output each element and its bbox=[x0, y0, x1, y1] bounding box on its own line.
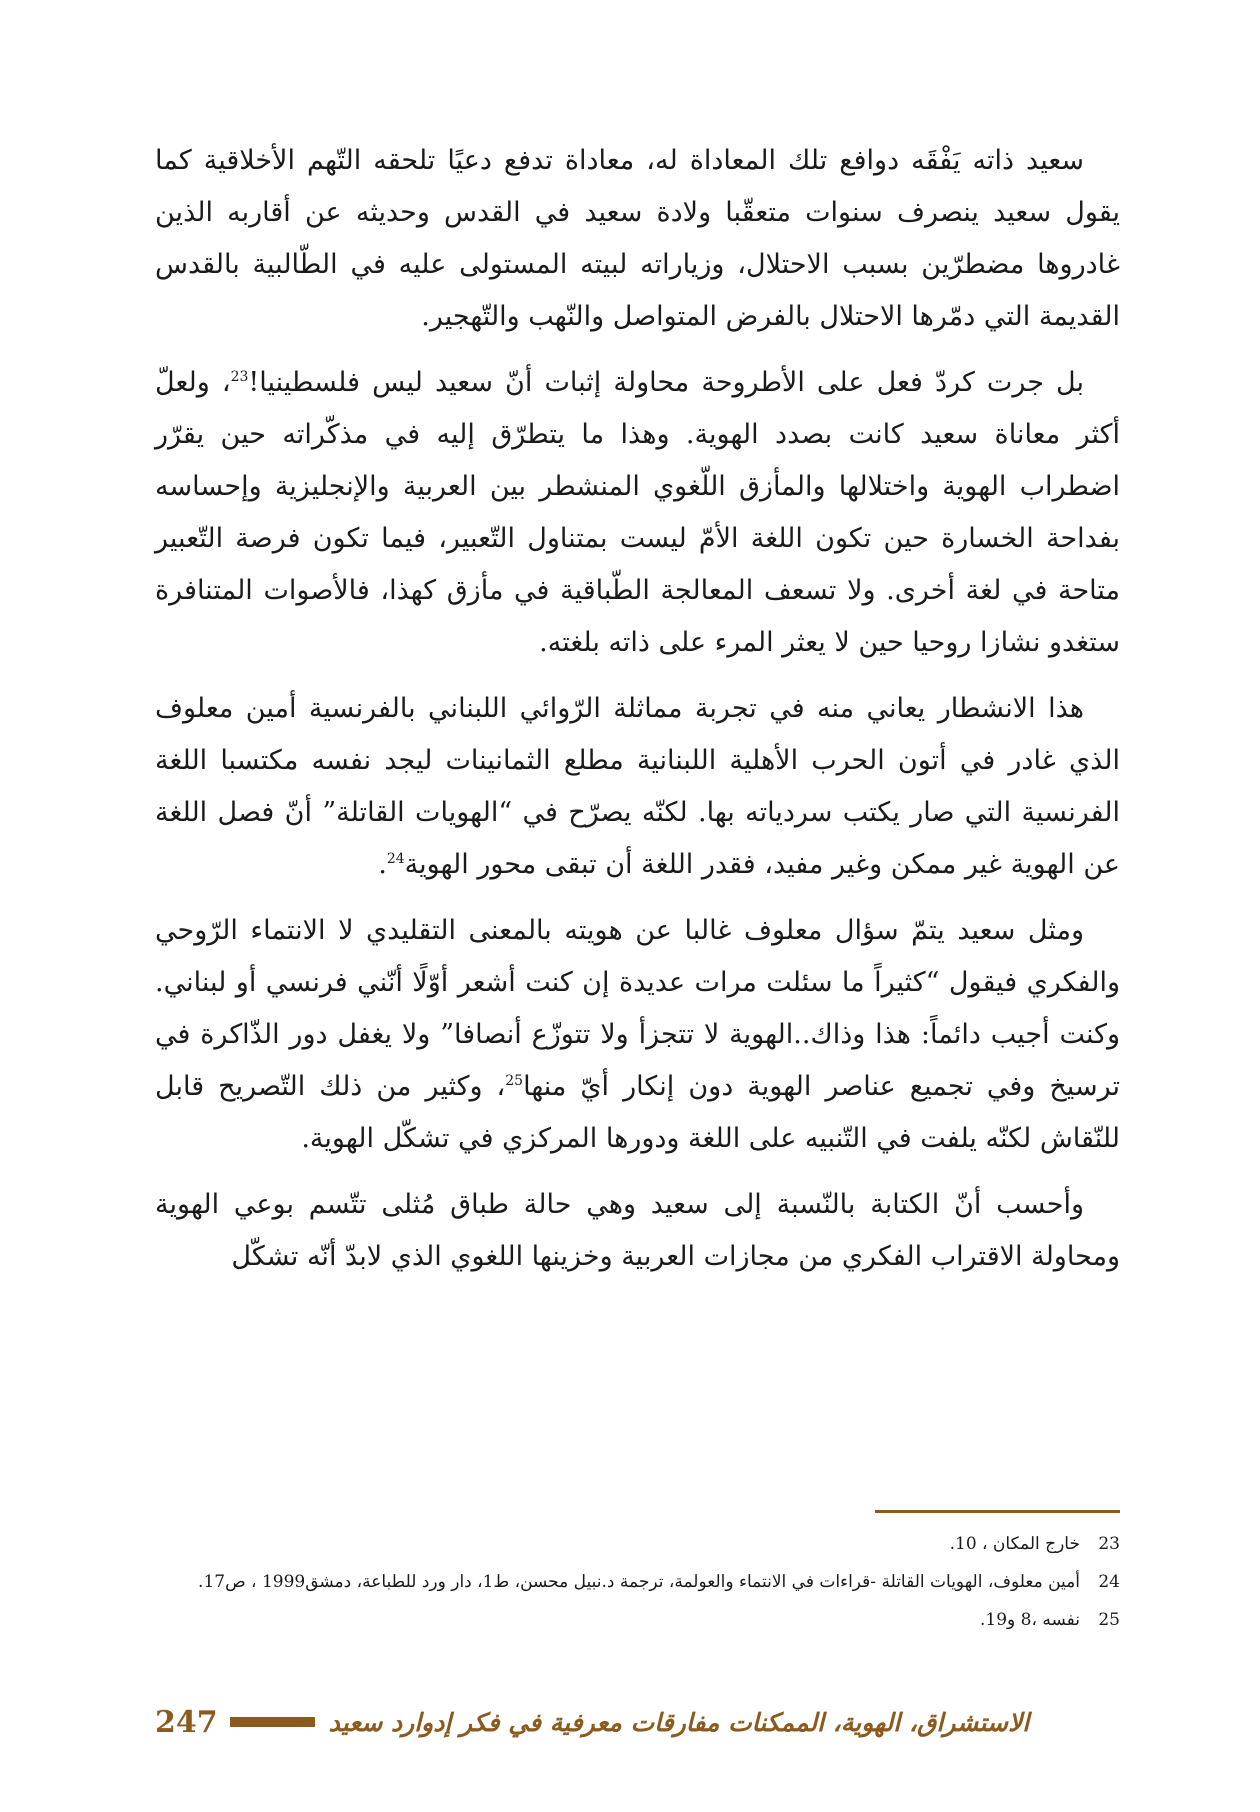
paragraph-4-text-after: ، وكثير من ذلك التّصريح قابل للنّقاش لكنّه يلفت في التّنبيه على اللغة ودورها المركزي في تشكّل الهوية. bbox=[155, 1071, 1120, 1154]
footnote-number: 25 bbox=[1098, 1610, 1120, 1630]
paragraph-4-text-before: ومثل سعيد يتمّ سؤال معلوف غالبا عن هويته بالمعنى التقليدي لا الانتماء الرّوحي والفكري فيقول “كثيراً ما سئلت مرات عديدة إن كنت أشعر أوّلًا أنّني فرنسي أو لبناني. وكنت أجيب دائماً: هذا وذاك..الهوية لا تتجزأ ولا تتوزّع أنصافا” ولا يغفل دور الذّاكرة في ترسيخ وفي تجميع عناصر الهوية دون إنكار أيّ منها bbox=[155, 915, 1120, 1102]
paragraph-2-text-after: ، ولعلّ أكثر معاناة سعيد كانت بصدد الهوية. وهذا ما يتطرّق إليه في مذكّراته حين يقرّر اضطراب الهوية واختلالها والمأزق اللّغوي المنشطر بين العربية والإنجليزية وإحساسه بفداحة الخسارة حين تكون اللغة الأمّ ليست بمتناول التّعبير، فيما تكون فرصة التّعبير متاحة في لغة أخرى. ولا تسعف المعالجة الطّباقية في مأزق كهذا، فالأصوات المتنافرة ستغدو نشازا روحيا حين لا يعثر المرء على ذاته بلغته. bbox=[155, 367, 1120, 658]
footnote-25 bbox=[155, 1609, 1120, 1631]
page-footer bbox=[155, 1697, 1120, 1747]
footnote-number: 24 bbox=[1098, 1572, 1120, 1592]
paragraph-2-text-before: بل جرت كردّ فعل على الأطروحة محاولة إثبات أنّ سعيد ليس فلسطينيا! bbox=[248, 367, 1084, 398]
footnote-ref-24[interactable]: 24 bbox=[386, 851, 405, 867]
footnote-ref-25[interactable]: 25 bbox=[505, 1073, 524, 1089]
paragraph-1-text: سعيد ذاته يَفْقَه دوافع تلك المعاداة له، معاداة تدفع دعيًا تلحقه التّهم الأخلاقية كما يقول سعيد ينصرف سنوات متعقّبا ولادة سعيد في القدس وحديثه عن أقاربه الذين غادروها مضطرّين بسبب الاحتلال، وزياراته لبيته المستولى عليه في الطّالبية بالقدس القديمة التي دمّرها الاحتلال بالفرض المتواصل والنّهب والتّهجير. bbox=[155, 145, 1120, 332]
footnote-23 bbox=[155, 1533, 1120, 1555]
paragraph-5-text: وأحسب أنّ الكتابة بالنّسبة إلى سعيد وهي حالة طباق مُثلى تتّسم بوعي الهوية ومحاولة الاقتراب الفكري من مجازات العربية وخزينها اللغوي الذي لابدّ أنّه تشكّل bbox=[155, 1189, 1120, 1272]
footnotes bbox=[155, 1533, 1120, 1647]
paragraph-5 bbox=[155, 1179, 1120, 1283]
footer-bar-decoration bbox=[230, 1717, 315, 1727]
footnote-ref-23[interactable]: 23 bbox=[230, 369, 249, 385]
paragraph-1 bbox=[155, 135, 1120, 343]
body-text bbox=[155, 135, 1120, 1283]
paragraph-3 bbox=[155, 683, 1120, 891]
paragraph-4 bbox=[155, 905, 1120, 1165]
footnote-divider bbox=[875, 1510, 1120, 1513]
footnote-number: 23 bbox=[1098, 1534, 1120, 1554]
paragraph-3-text-before: هذا الانشطار يعاني منه في تجربة مماثلة الرّوائي اللبناني بالفرنسية أمين معلوف الذي غادر في أتون الحرب الأهلية اللبنانية مطلع الثمانينات ليجد نفسه مكتسبا اللغة الفرنسية التي صار يكتب سردياته بها. لكنّه يصرّح في “الهويات القاتلة” أنّ فصل اللغة عن الهوية غير ممكن وغير مفيد، فقدر اللغة أن تبقى محور الهوية bbox=[155, 693, 1120, 880]
footnote-text: خارج المكان ، 10. bbox=[949, 1534, 1080, 1554]
page-number: 247 bbox=[155, 1704, 218, 1740]
paragraph-2 bbox=[155, 357, 1120, 669]
paragraph-3-text-after: . bbox=[378, 849, 387, 880]
footnote-text: نفسه ،8 و19. bbox=[979, 1610, 1080, 1630]
page bbox=[155, 135, 1120, 1775]
running-title: الاستشراق، الهوية، الممكنات مفارقات معرفية في فكر إدوارد سعيد bbox=[328, 1707, 1030, 1737]
footnote-24 bbox=[155, 1571, 1120, 1593]
footnote-text: أمين معلوف، الهويات القاتلة -قراءات في الانتماء والعولمة، ترجمة د.نبيل محسن، ط1، دار ورد للطباعة، دمشق1999 ، ص17. bbox=[198, 1572, 1080, 1592]
